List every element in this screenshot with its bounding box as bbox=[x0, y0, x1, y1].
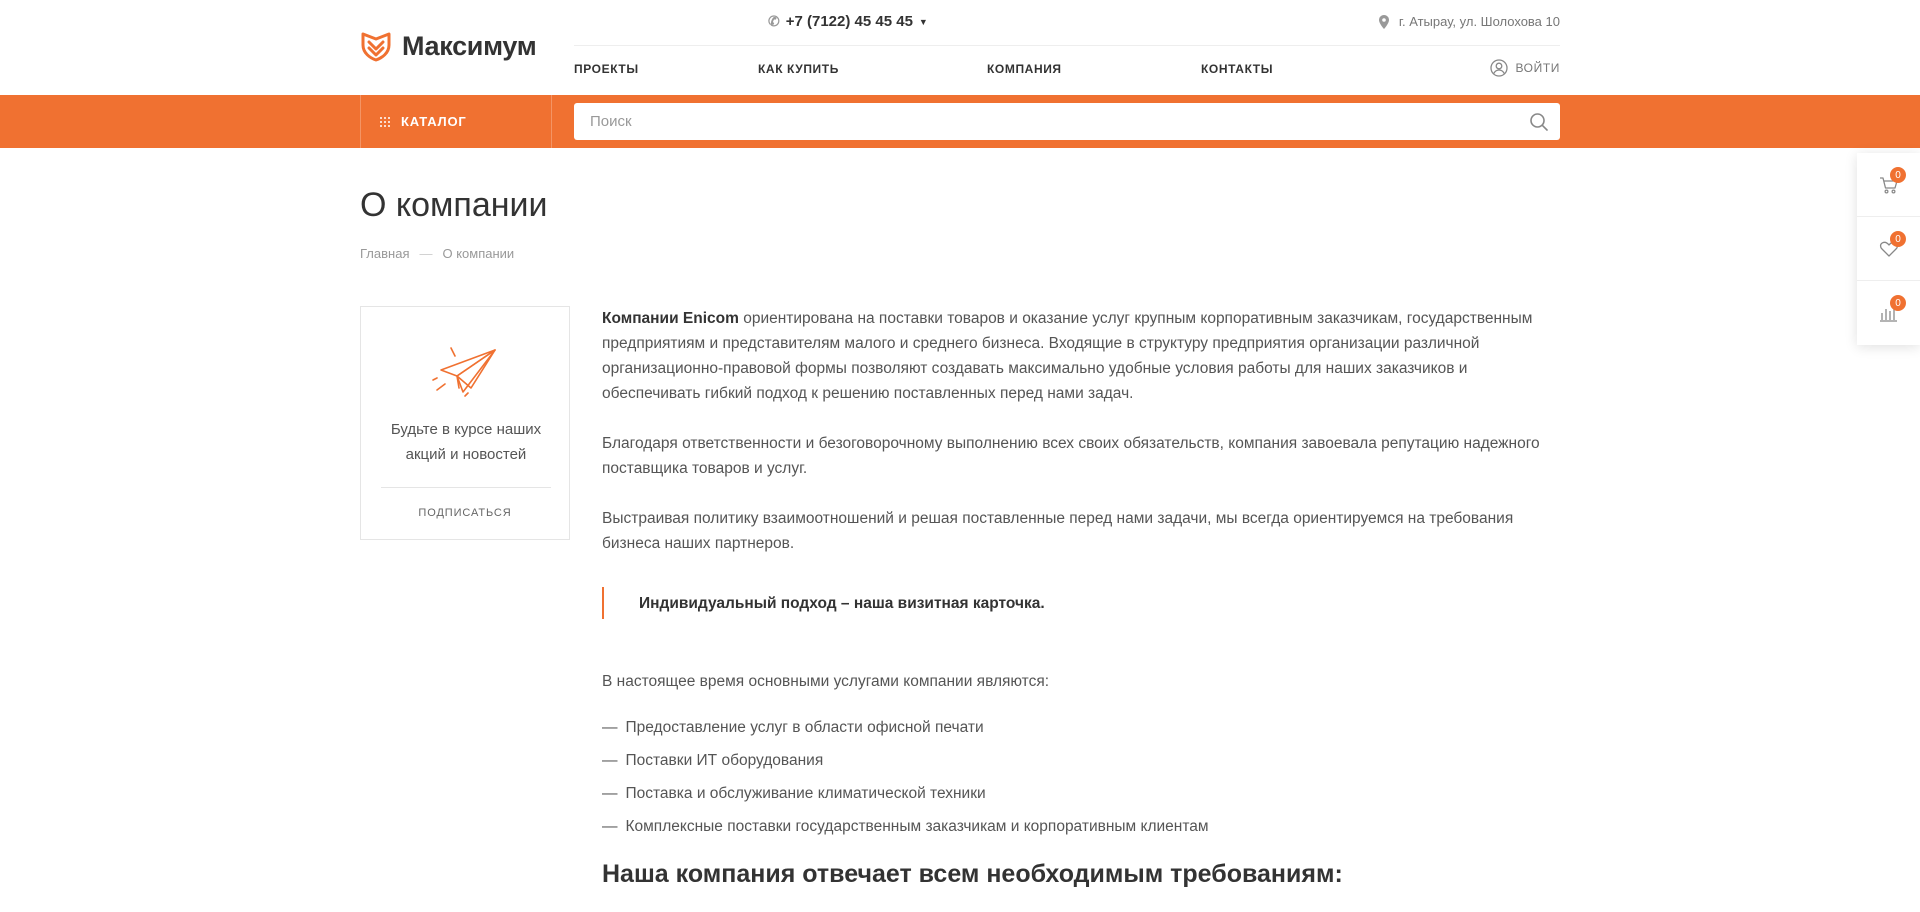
reputation-paragraph: Благодаря ответственности и безоговорочному выполнению всех своих обязательств, компания завоевала репутацию надежного поставщика товаров и услуг. bbox=[602, 435, 1540, 477]
list-item bbox=[602, 777, 1560, 810]
partners-paragraph: Выстраивая политику взаимоотношений и решая поставленные перед нами задачи, мы всегда ориентируемся на требования бизнеса наших партнеров. bbox=[602, 510, 1514, 552]
login-label: ВОЙТИ bbox=[1515, 61, 1560, 75]
login-button[interactable] bbox=[1490, 59, 1560, 77]
nav-item-contacts[interactable]: КОНТАКТЫ bbox=[1201, 62, 1274, 76]
paper-plane-icon bbox=[431, 344, 499, 400]
address-text: г. Атырау, ул. Шолохова 10 bbox=[1398, 14, 1560, 29]
service-text: Комплексные поставки государственным заказчикам и корпоративным клиентам bbox=[625, 818, 1209, 835]
quote-accent-bar bbox=[602, 587, 604, 619]
grid-icon bbox=[379, 116, 391, 128]
list-item bbox=[602, 810, 1560, 843]
search-icon[interactable] bbox=[1529, 112, 1549, 132]
breadcrumb-separator: — bbox=[419, 246, 433, 261]
search-box bbox=[574, 103, 1560, 140]
favorites-count-badge: 0 bbox=[1890, 231, 1906, 247]
subscribe-divider bbox=[381, 487, 551, 488]
logo-shield-icon bbox=[360, 30, 392, 62]
compare-count-badge: 0 bbox=[1890, 295, 1906, 311]
list-dash: — bbox=[602, 818, 618, 835]
catalog-search-bar bbox=[0, 95, 1920, 148]
breadcrumb-home-link[interactable]: Главная bbox=[360, 246, 410, 261]
list-dash: — bbox=[602, 719, 618, 736]
breadcrumb bbox=[360, 246, 514, 261]
quote-text: Индивидуальный подход – наша визитная карточка. bbox=[639, 595, 1045, 612]
main-nav bbox=[574, 62, 1560, 82]
company-name: Компании Enicom bbox=[602, 310, 739, 327]
site-header bbox=[0, 0, 1920, 95]
subscribe-widget bbox=[360, 306, 570, 540]
catalog-button[interactable] bbox=[360, 95, 552, 148]
nav-item-how-to-buy[interactable]: КАК КУПИТЬ bbox=[758, 62, 839, 76]
chevron-down-icon: ▼ bbox=[918, 16, 928, 27]
list-item bbox=[602, 744, 1560, 777]
breadcrumb-current: О компании bbox=[442, 246, 515, 261]
article-content bbox=[602, 306, 1560, 890]
list-dash: — bbox=[602, 785, 618, 802]
catalog-label: КАТАЛОГ bbox=[401, 114, 467, 129]
page-title: О компании bbox=[360, 186, 548, 224]
list-dash: — bbox=[602, 752, 618, 769]
services-list bbox=[602, 711, 1560, 843]
requirements-heading: Наша компания отвечает всем необходимым требованиям: bbox=[602, 860, 1343, 888]
list-item bbox=[602, 711, 1560, 744]
cart-count-badge: 0 bbox=[1890, 167, 1906, 183]
cart-button[interactable] bbox=[1857, 153, 1920, 217]
favorites-button[interactable] bbox=[1857, 217, 1920, 281]
phone-icon: ✆ bbox=[768, 13, 780, 29]
nav-item-company[interactable]: КОМПАНИЯ bbox=[987, 62, 1062, 76]
services-intro: В настоящее время основными услугами компании являются: bbox=[602, 673, 1050, 690]
nav-item-projects[interactable]: ПРОЕКТЫ bbox=[574, 62, 639, 76]
user-icon bbox=[1490, 59, 1508, 77]
subscribe-button[interactable]: ПОДПИСАТЬСЯ bbox=[418, 507, 512, 519]
intro-paragraph bbox=[602, 306, 1560, 406]
service-text: Поставка и обслуживание климатической техники bbox=[625, 785, 986, 802]
floating-side-panel bbox=[1857, 153, 1920, 345]
service-text: Поставки ИТ оборудования bbox=[625, 752, 824, 769]
search-input[interactable] bbox=[574, 103, 1494, 140]
header-divider bbox=[574, 45, 1560, 46]
address bbox=[1379, 14, 1560, 29]
blockquote bbox=[602, 591, 1560, 621]
logo[interactable] bbox=[360, 30, 536, 62]
subscribe-text: Будьте в курсе наших акций и новостей bbox=[390, 421, 542, 463]
intro-text: ориентирована на поставки товаров и оказание услуг крупным корпоративным заказчикам, государственным предприятиям и представителям малого и среднего бизнеса. Входящие в структуру предприятия организации различной организационно-правовой формы позволяют создавать максимально удобные условия работы для наших заказчиков и обеспечивать гибкий подход к решению поставленных перед нами задач. bbox=[602, 310, 1533, 402]
service-text: Предоставление услуг в области офисной печати bbox=[625, 719, 984, 736]
compare-button[interactable] bbox=[1857, 281, 1920, 345]
phone-dropdown[interactable] bbox=[768, 13, 928, 30]
logo-text: Максимум bbox=[402, 30, 537, 61]
location-pin-icon bbox=[1379, 15, 1389, 29]
phone-number: +7 (7122) 45 45 45 bbox=[785, 13, 913, 30]
